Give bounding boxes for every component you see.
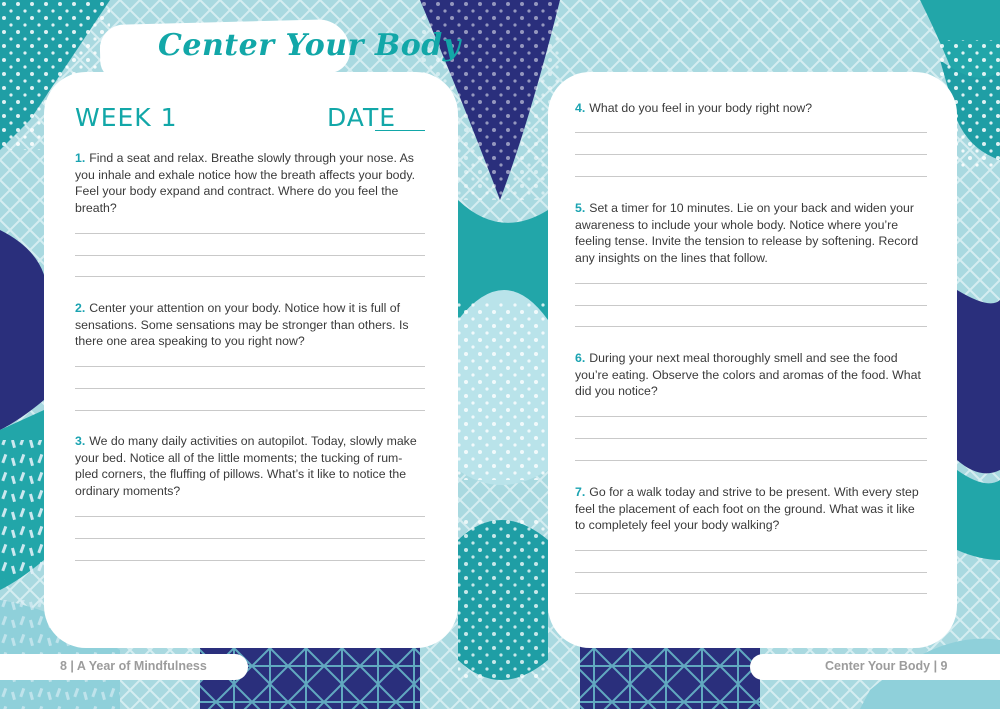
question-text: Find a seat and relax. Breathe slowly through your nose. As you inhale and exhale notice how the breath affects your body. Feel your body expand and contract. Where do you feel the breath? — [75, 151, 415, 215]
answer-line[interactable] — [575, 283, 927, 284]
answer-line[interactable] — [575, 572, 927, 573]
question-7 — [575, 484, 927, 534]
answer-line[interactable] — [75, 276, 425, 277]
question-number: 3. — [75, 434, 86, 448]
answer-line[interactable] — [575, 593, 927, 594]
answer-line[interactable] — [575, 154, 927, 155]
question-text: We do many daily activities on autopilot. Today, slowly make your bed. Notice all of the little moments; the tucking of rum-pled corners, the fluffing of pillows. What’s it like to notice the ordinary moments? — [75, 434, 417, 498]
question-text: Center your attention on your body. Notice how it is full of sensations. Some sensations may be stronger than others. Is there one area speaking to you right now? — [75, 301, 409, 348]
answer-line[interactable] — [575, 416, 927, 417]
week-label: WEEK 1 — [75, 103, 178, 132]
answer-line[interactable] — [575, 460, 927, 461]
question-number: 6. — [575, 351, 586, 365]
question-number: 1. — [75, 151, 86, 165]
answer-line[interactable] — [575, 305, 927, 306]
answer-line[interactable] — [75, 255, 425, 256]
question-number: 5. — [575, 201, 586, 215]
answer-line[interactable] — [75, 410, 425, 411]
question-number: 4. — [575, 101, 586, 115]
answer-line[interactable] — [75, 388, 425, 389]
footer-right-text: Center Your Body | 9 — [825, 659, 948, 673]
question-1 — [75, 150, 425, 216]
question-text: Set a timer for 10 minutes. Lie on your back and widen your awareness to include your whole body. Notice where you’re feeling tense. Invite the tension to release by softening. Record any insights on the lines that follow. — [575, 201, 919, 265]
question-2 — [75, 300, 425, 350]
answer-line[interactable] — [75, 560, 425, 561]
question-text: Go for a walk today and strive to be present. With every step feel the placement of each foot on the ground. What was it like to completely feel your body walking? — [575, 485, 919, 532]
question-number: 2. — [75, 301, 86, 315]
question-4 — [575, 100, 927, 117]
footer-left-text: 8 | A Year of Mindfulness — [60, 659, 207, 673]
date-write-line[interactable] — [375, 130, 425, 131]
date-label: DATE — [327, 103, 397, 132]
answer-line[interactable] — [575, 550, 927, 551]
answer-line[interactable] — [75, 516, 425, 517]
answer-line[interactable] — [575, 176, 927, 177]
page-title: Center Your Body — [158, 28, 461, 63]
answer-line[interactable] — [75, 366, 425, 367]
question-6 — [575, 350, 927, 400]
question-number: 7. — [575, 485, 586, 499]
question-3 — [75, 433, 425, 499]
answer-line[interactable] — [575, 438, 927, 439]
question-text: During your next meal thoroughly smell and see the food you’re eating. Observe the colors and aromas of the food. What did you notice? — [575, 351, 921, 398]
answer-line[interactable] — [75, 538, 425, 539]
answer-line[interactable] — [75, 233, 425, 234]
answer-line[interactable] — [575, 326, 927, 327]
answer-line[interactable] — [575, 132, 927, 133]
question-text: What do you feel in your body right now? — [589, 101, 813, 115]
question-5 — [575, 200, 927, 266]
